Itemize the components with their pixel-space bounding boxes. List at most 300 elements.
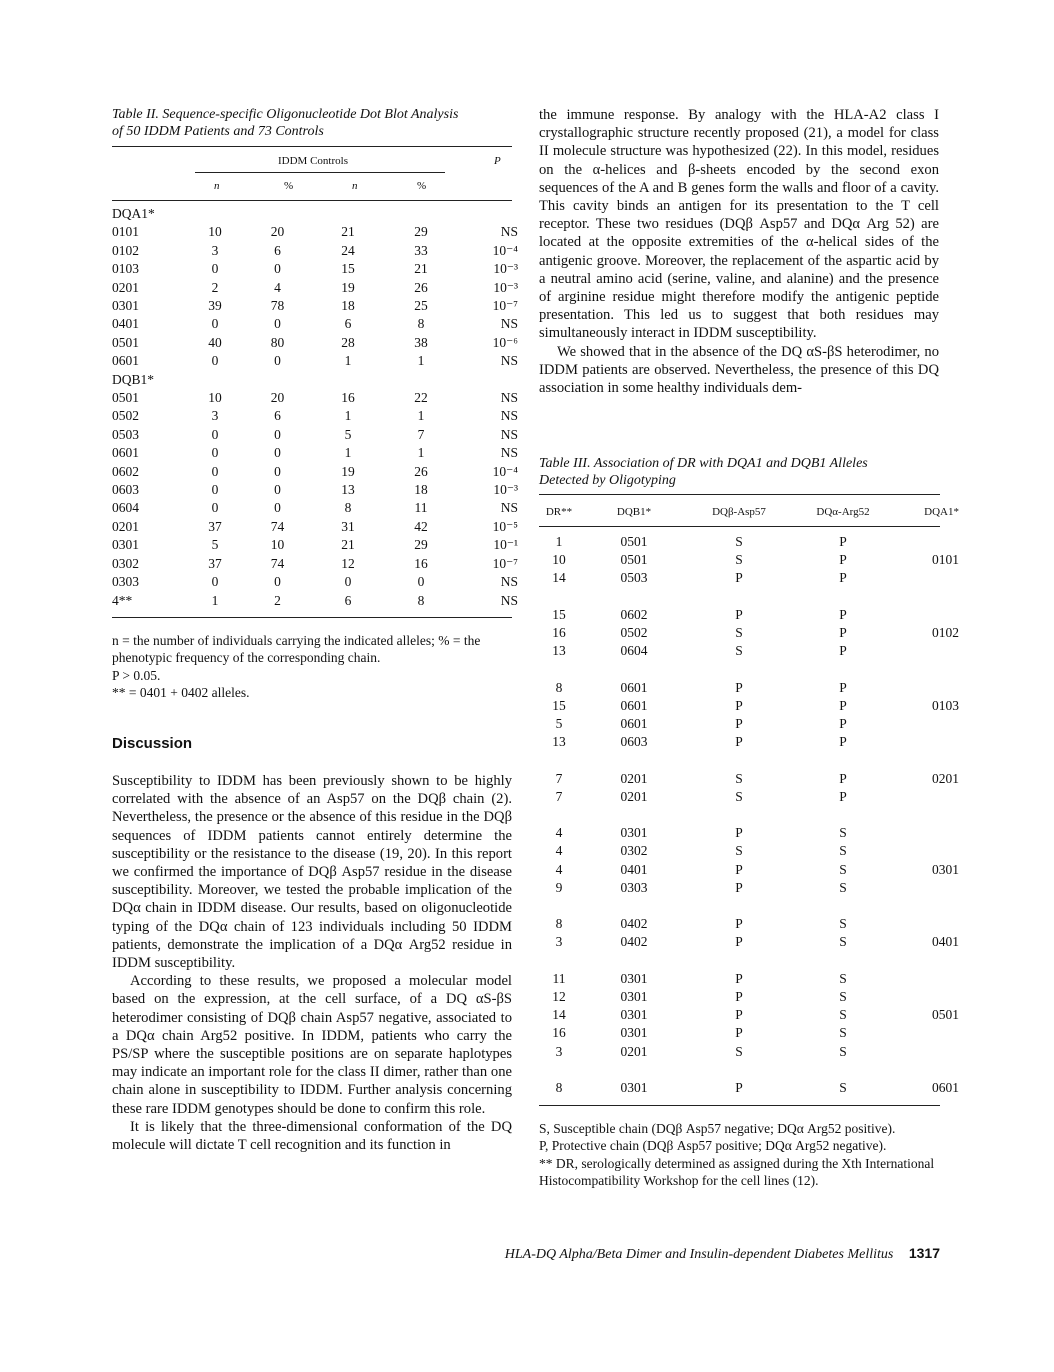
table-cell: P — [735, 716, 743, 731]
table-cell: 0301 — [112, 298, 139, 314]
discussion-paragraph-1: Susceptibility to IDDM has been previously shown to be highly correlated with the absence of an Asp57 on the DQβ chain (2). Nevertheless, the presence or the absence of this residue in the DQβ sequences of IDDM patients cannot entirely determine the susceptibility or the resistance to the disease (19, 20). In this report we confirmed the importance of DQβ Asp57 residue in the disease susceptibility. Moreover, we tested the probable implication of the DQα chain in IDDM disease. Our results, based on oligonucleotide typing of the DQα chain of 123 individuals including 50 IDDM patients, demonstrate the implication of a DQα Arg52 residue in IDDM susceptibility. — [112, 773, 512, 972]
table2-caption-line2: of 50 IDDM Patients and 73 Controls — [112, 124, 324, 139]
table-cell: 10⁻³ — [493, 482, 518, 498]
table-cell: 11 — [552, 970, 566, 986]
table-cell — [897, 915, 959, 933]
table-cell: 0 — [211, 463, 219, 479]
table-row — [112, 536, 518, 554]
table-cell: 21 — [341, 537, 355, 553]
table-cell: 0601 — [112, 445, 139, 461]
table-cell: 0 — [211, 500, 219, 516]
table-cell: 0604 — [112, 500, 139, 516]
table-row — [112, 315, 518, 333]
table-cell: 10⁻⁶ — [492, 334, 518, 350]
table-cell: 4 — [274, 279, 281, 295]
table-cell: 0301 — [620, 988, 648, 1004]
table-cell: 22 — [414, 390, 428, 406]
table-cell: 0502 — [620, 625, 648, 640]
table-cell: NS — [500, 592, 518, 608]
table-cell: P — [735, 1025, 743, 1041]
table-cell: 10⁻¹ — [493, 537, 518, 553]
table-cell: S — [839, 916, 847, 932]
table-cell: 24 — [341, 242, 355, 258]
table-cell: 0402 — [620, 934, 648, 950]
table-cell — [897, 824, 959, 842]
table-cell: 10⁻⁵ — [492, 518, 518, 534]
table-row — [112, 499, 518, 517]
table2-footnote1: n = the number of individuals carrying the indicated alleles; % = the phenotypic frequency of the corresponding chain. — [112, 633, 481, 666]
table-cell: 6 — [344, 592, 352, 608]
table-row — [539, 642, 959, 660]
table-cell: 20 — [270, 224, 285, 240]
table-cell: 0201 — [112, 518, 139, 534]
table3-footnote1: S, Susceptible chain (DQβ Asp57 negative; DQα Arg52 positive). — [539, 1121, 896, 1136]
table-cell: 13 — [341, 482, 355, 498]
table-cell: NS — [500, 445, 518, 461]
table-cell: 10⁻³ — [493, 279, 518, 295]
col-n-iddm: n — [214, 180, 220, 192]
table-cell: 8 — [344, 500, 352, 516]
table-row — [539, 770, 959, 788]
table-cell: 0601 — [112, 353, 139, 369]
table-cell — [897, 970, 959, 988]
table-cell: NS — [500, 574, 518, 590]
table-cell: P — [735, 970, 743, 986]
table-cell: 7 — [417, 426, 425, 442]
table-row — [112, 444, 518, 462]
table-cell: 12 — [341, 555, 355, 571]
table-row — [539, 842, 959, 860]
table-row — [539, 679, 959, 697]
page-number: 1317 — [908, 1245, 940, 1261]
table-cell — [897, 1024, 959, 1042]
table-cell: 16 — [341, 390, 355, 406]
table-cell — [897, 1043, 959, 1061]
table-cell — [897, 569, 959, 587]
table2-p-header: P — [494, 155, 501, 167]
table-row — [539, 1043, 959, 1061]
table-cell — [897, 842, 959, 860]
table-cell: P — [839, 625, 847, 640]
table-cell: 8 — [417, 592, 425, 608]
table-cell: S — [839, 861, 847, 877]
table-cell: 0603 — [112, 482, 139, 498]
running-footer-title: HLA-DQ Alpha/Beta Dimer and Insulin-dependent Diabetes Mellitus — [504, 1247, 894, 1262]
table-cell — [897, 788, 959, 806]
table-cell: 2 — [211, 279, 219, 295]
table-cell: 25 — [414, 298, 428, 314]
table-cell: 8 — [555, 1079, 563, 1095]
table-cell: 0 — [211, 482, 219, 498]
table-cell: S — [839, 988, 847, 1004]
table-cell: 3 — [555, 934, 563, 950]
table-cell — [897, 988, 959, 1006]
table-row — [539, 988, 959, 1006]
table2-footnotes — [112, 632, 512, 702]
table-row — [112, 407, 518, 425]
table-cell: 14 — [552, 1007, 566, 1023]
table2-header-rule — [112, 200, 512, 201]
table-cell: 0301 — [620, 1079, 648, 1095]
table-row — [539, 1006, 959, 1024]
table-cell: 0 — [344, 574, 352, 590]
table-cell: 0501 — [620, 552, 648, 568]
table-cell: 0 — [274, 463, 281, 479]
table-cell: 14 — [552, 570, 566, 586]
table-row — [539, 1079, 959, 1097]
table-cell: P — [735, 734, 743, 750]
table-cell: 1 — [344, 353, 352, 369]
table-cell: S — [735, 770, 743, 786]
table-row — [112, 260, 518, 278]
table2-caption-line1: Table II. Sequence-specific Oligonucleotide Dot Blot Analysis — [112, 107, 459, 122]
table-row — [539, 697, 959, 715]
table-cell: 15 — [552, 697, 566, 713]
table-cell: 37 — [208, 555, 222, 571]
table-cell: P — [735, 1079, 743, 1095]
table-row — [112, 463, 518, 481]
table-row — [539, 861, 959, 879]
table-cell: 8 — [417, 316, 425, 332]
table-cell: 0501 — [112, 334, 139, 350]
table-cell: 6 — [274, 408, 281, 424]
table-cell: 0301 — [620, 1007, 648, 1023]
table-cell: 0102 — [112, 242, 139, 258]
table-cell: S — [735, 534, 743, 549]
table-cell: 10 — [208, 390, 222, 406]
table-cell: 7 — [555, 770, 563, 786]
group-spacer — [539, 952, 959, 970]
table-cell: 0301 — [620, 1025, 648, 1041]
table3-caption-line2: Detected by Oligotyping — [539, 473, 676, 488]
table-cell: 0302 — [112, 555, 139, 571]
table-cell: S — [839, 970, 847, 986]
table-cell: 3 — [211, 242, 219, 258]
table-cell: NS — [500, 500, 518, 516]
table-cell: 0103 — [932, 697, 959, 713]
table-cell: 11 — [414, 500, 428, 516]
table-cell: 0 — [274, 316, 281, 332]
group-spacer — [539, 1061, 959, 1079]
table-cell: 0602 — [112, 463, 139, 479]
table-cell: 4 — [555, 843, 563, 859]
table-cell: 80 — [270, 334, 285, 350]
table-row — [112, 334, 518, 352]
table-cell: 0501 — [112, 390, 139, 406]
table-cell: S — [735, 643, 743, 659]
table-cell: P — [839, 570, 847, 586]
table-row — [112, 481, 518, 499]
table-row — [112, 426, 518, 444]
col-n-control: n — [352, 180, 358, 192]
table-cell: 0 — [211, 353, 219, 369]
table2-footnote2: P > 0.05. — [112, 667, 161, 683]
table-cell: 1 — [555, 534, 563, 549]
table-row — [112, 242, 518, 260]
table-cell: P — [735, 988, 743, 1004]
table-cell: P — [735, 606, 743, 622]
table-cell: 0 — [211, 445, 219, 461]
table-cell: P — [839, 697, 847, 713]
table3-top-rule — [539, 494, 940, 495]
table-cell: 18 — [341, 298, 355, 314]
table3-header-dqb1: DQB1* — [616, 506, 652, 518]
table-cell: S — [735, 788, 743, 804]
table3-footnote2: P, Protective chain (DQβ Asp57 positive; DQα Arg52 negative). — [539, 1138, 887, 1154]
table-row — [539, 915, 959, 933]
table-row — [539, 569, 959, 587]
table-cell: 0301 — [620, 970, 648, 986]
table-row — [539, 788, 959, 806]
table-cell: 33 — [414, 242, 428, 258]
table-cell: 0 — [211, 574, 219, 590]
table-cell: 1 — [417, 408, 425, 424]
dqa-table — [112, 223, 518, 370]
table-cell: P — [839, 552, 847, 568]
table-cell: 5 — [211, 537, 219, 553]
table-cell: 2 — [274, 592, 281, 608]
table-cell: P — [735, 934, 743, 950]
table-cell: P — [735, 679, 743, 695]
col-pct-iddm: % — [284, 180, 294, 192]
discussion-paragraph-2: According to these results, we proposed a molecular model based on the expression, at the cell surface, of a DQ αS-βS heterodimer consisting of DQβ chain Asp57 negative, associated to a DQα chain Arg52 positive. In IDDM, patients who carry the PS/SP where the susceptible positions are on separate haplotypes may indicate an important role for the class II dimer, rather than one chain alone in susceptibility to IDDM. Further analysis concerning these rare IDDM genotypes should be done to confirm this role. — [112, 973, 512, 1117]
table-cell — [897, 715, 959, 733]
table-cell: 15 — [341, 261, 355, 277]
table-cell: 6 — [274, 242, 281, 258]
table-cell: 5 — [555, 716, 563, 731]
table-cell: 0602 — [620, 606, 648, 622]
table-cell: 0 — [274, 261, 281, 277]
table-cell: 1 — [211, 592, 219, 608]
table-cell: S — [735, 843, 743, 859]
table-cell: 13 — [552, 734, 566, 750]
table-row — [112, 573, 518, 591]
table-cell: 0401 — [112, 316, 139, 332]
table2-top-rule — [112, 146, 512, 147]
table-cell: P — [839, 679, 847, 695]
table-row — [539, 715, 959, 733]
table-cell: 0102 — [932, 625, 959, 640]
table2-group-rule — [195, 172, 445, 173]
table-row — [539, 933, 959, 951]
table-cell: 78 — [270, 298, 285, 314]
table-cell: 74 — [270, 555, 285, 571]
table-cell: P — [735, 1007, 743, 1023]
table-cell: 0601 — [932, 1079, 959, 1095]
table-cell: 0 — [274, 500, 281, 516]
table3-caption — [539, 455, 939, 489]
table-cell: S — [735, 1043, 743, 1059]
table-cell: 74 — [270, 518, 285, 534]
table-cell: 8 — [555, 679, 563, 695]
table-cell — [897, 679, 959, 697]
table-cell: 19 — [341, 463, 355, 479]
table3-header-dr: DR** — [545, 506, 573, 518]
right-paragraph-1: the immune response. By analogy with the HLA-A2 class I crystallographic structure recently proposed (21), a model for class II molecule structure was hypothesized (22). In this model, residues on the α-helices and β-sheets encoded by the second exon sequences of the A and B genes form the walls and floor of a cavity. This cavity binds an antigen for its presentation to the T cell receptor. These two residues (DQβ Asp57 and DQα Arg 52) are located at the opposite extremities of the α-helical sides of the antigenic groove. Moreover, the replacement of the aspartic acid by a neutral amino acid (serine, valine, and alanine) and the presence of arginine residue might therefore modify the antigenic peptide presentation. This led us to suggest that both residues may simultaneously interact in IDDM susceptibility. — [539, 107, 939, 342]
table-cell: 1 — [417, 445, 425, 461]
table-cell: P — [735, 879, 743, 895]
table-cell: 0 — [211, 261, 219, 277]
table-cell: 28 — [341, 334, 355, 350]
running-footer — [480, 1245, 940, 1263]
table-cell: 21 — [341, 224, 355, 240]
table-cell: 13 — [552, 643, 566, 659]
table-cell: 21 — [414, 261, 428, 277]
discussion-body — [112, 772, 512, 1154]
dqb-group-label: DQB1* — [112, 371, 155, 387]
table-cell — [897, 879, 959, 897]
table-cell: S — [839, 1043, 847, 1059]
table-cell: 4** — [112, 592, 133, 608]
table-cell: 0 — [274, 482, 281, 498]
table-cell: 1 — [344, 445, 352, 461]
table-cell: 42 — [414, 518, 428, 534]
table-cell: 0301 — [112, 537, 139, 553]
table2-body — [112, 205, 518, 610]
table-cell: P — [735, 570, 743, 586]
table-cell: 0601 — [620, 679, 648, 695]
table-row — [539, 624, 959, 642]
table-cell: 0401 — [932, 934, 959, 950]
table-cell: 0501 — [620, 534, 648, 549]
table-row — [112, 555, 518, 573]
table-cell: P — [735, 861, 743, 877]
table-cell — [897, 733, 959, 751]
table-row — [112, 389, 518, 407]
table-cell: 0201 — [932, 770, 959, 786]
table-cell: NS — [500, 316, 518, 332]
group-spacer — [539, 588, 959, 606]
table3-header-dqa1: DQA1* — [924, 506, 959, 518]
table-cell: 3 — [555, 1043, 563, 1059]
table-cell: 15 — [552, 606, 566, 622]
table-cell: 0302 — [620, 843, 648, 859]
table-cell: 19 — [341, 279, 355, 295]
table3-header-dqa-arg52: DQα-Arg52 — [816, 506, 870, 518]
table-cell: 37 — [208, 518, 222, 534]
table-cell: S — [839, 1007, 847, 1023]
table3-caption-line1: Table III. Association of DR with DQA1 and DQB1 Alleles — [539, 456, 868, 471]
table-row — [539, 1024, 959, 1042]
table-cell: 8 — [555, 916, 563, 932]
table-cell: 0103 — [112, 261, 139, 277]
table-cell: 10⁻⁷ — [492, 555, 518, 571]
table-row — [539, 733, 959, 751]
table-cell: 0501 — [932, 1007, 959, 1023]
table-cell: P — [839, 534, 847, 549]
table-row — [539, 606, 959, 624]
discussion-paragraph-3: It is likely that the three-dimensional conformation of the DQ molecule will dictate T cell recognition and its function in — [112, 1118, 512, 1154]
table3-bottom-rule — [539, 1105, 940, 1106]
group-spacer — [539, 660, 959, 678]
table-cell: NS — [500, 426, 518, 442]
table-cell: 29 — [414, 224, 428, 240]
dqb-table — [112, 389, 518, 610]
table-cell: 0 — [274, 574, 281, 590]
table-cell: S — [839, 879, 847, 895]
table-cell: P — [839, 788, 847, 804]
table-cell — [897, 642, 959, 660]
table-cell: S — [735, 552, 743, 568]
table-cell: 38 — [414, 334, 428, 350]
table-cell: 0 — [417, 574, 425, 590]
table-cell: 0303 — [112, 574, 139, 590]
table-cell: 16 — [552, 625, 566, 640]
table-cell: 10⁻⁴ — [492, 463, 518, 479]
table-row — [112, 223, 518, 241]
dqa-group-label: DQA1* — [112, 206, 155, 221]
table-cell: 0201 — [620, 788, 648, 804]
table-cell: 18 — [414, 482, 428, 498]
table-cell: 16 — [414, 555, 428, 571]
table3-header-dqb-asp57: DQβ-Asp57 — [712, 506, 766, 518]
table3-body — [539, 533, 959, 1097]
table-cell: 0604 — [620, 643, 648, 659]
table-cell — [897, 606, 959, 624]
table-cell: S — [839, 1025, 847, 1041]
table3-header — [539, 503, 959, 521]
table-cell: 10 — [270, 537, 285, 553]
table-cell: 12 — [552, 988, 566, 1004]
table-cell: 20 — [270, 390, 285, 406]
table-cell: 0401 — [620, 861, 648, 877]
table-cell: 0603 — [620, 734, 648, 750]
table-cell: 0503 — [620, 570, 648, 586]
table-cell: 0601 — [620, 716, 648, 731]
table2-bottom-rule — [112, 617, 512, 618]
table-row — [539, 533, 959, 551]
table-cell: 0502 — [112, 408, 139, 424]
right-paragraph-2: We showed that in the absence of the DQ αS-βS heterodimer, no IDDM patients are observed. Nevertheless, the presence of this DQ association in some healthy individuals dem- — [539, 343, 939, 397]
table-cell: 5 — [344, 426, 352, 442]
table-cell: 0 — [274, 426, 281, 442]
table-cell: 0 — [211, 316, 219, 332]
table-cell: 0503 — [112, 426, 139, 442]
table-cell: NS — [500, 390, 518, 406]
table-row — [112, 592, 518, 610]
table-cell: 29 — [414, 537, 428, 553]
table-cell: 40 — [208, 334, 222, 350]
table-cell: 31 — [341, 518, 355, 534]
table-cell: 0101 — [932, 552, 959, 568]
table-cell: 0201 — [620, 1043, 648, 1059]
table-cell: 10 — [552, 552, 566, 568]
table3-header-rule — [539, 526, 940, 527]
table-cell: P — [839, 643, 847, 659]
table-cell: S — [735, 625, 743, 640]
table-row — [112, 279, 518, 297]
table-cell: 0601 — [620, 697, 648, 713]
table-cell — [897, 533, 959, 551]
discussion-heading: Discussion — [112, 735, 193, 752]
table-cell: 0402 — [620, 916, 648, 932]
table-cell: 0101 — [112, 224, 139, 240]
table-cell: 9 — [555, 879, 563, 895]
table-cell: 10⁻⁷ — [492, 298, 518, 314]
table-cell: P — [735, 916, 743, 932]
table-cell: 26 — [414, 463, 428, 479]
table-cell: P — [839, 734, 847, 750]
table-cell: NS — [500, 408, 518, 424]
table-cell: P — [735, 697, 743, 713]
table-cell: 16 — [552, 1025, 566, 1041]
table-cell: 0201 — [620, 770, 648, 786]
table-cell: 0 — [211, 426, 219, 442]
table-cell: 1 — [344, 408, 352, 424]
table-cell: 7 — [555, 788, 563, 804]
group-spacer — [539, 806, 959, 824]
table-row — [112, 352, 518, 370]
